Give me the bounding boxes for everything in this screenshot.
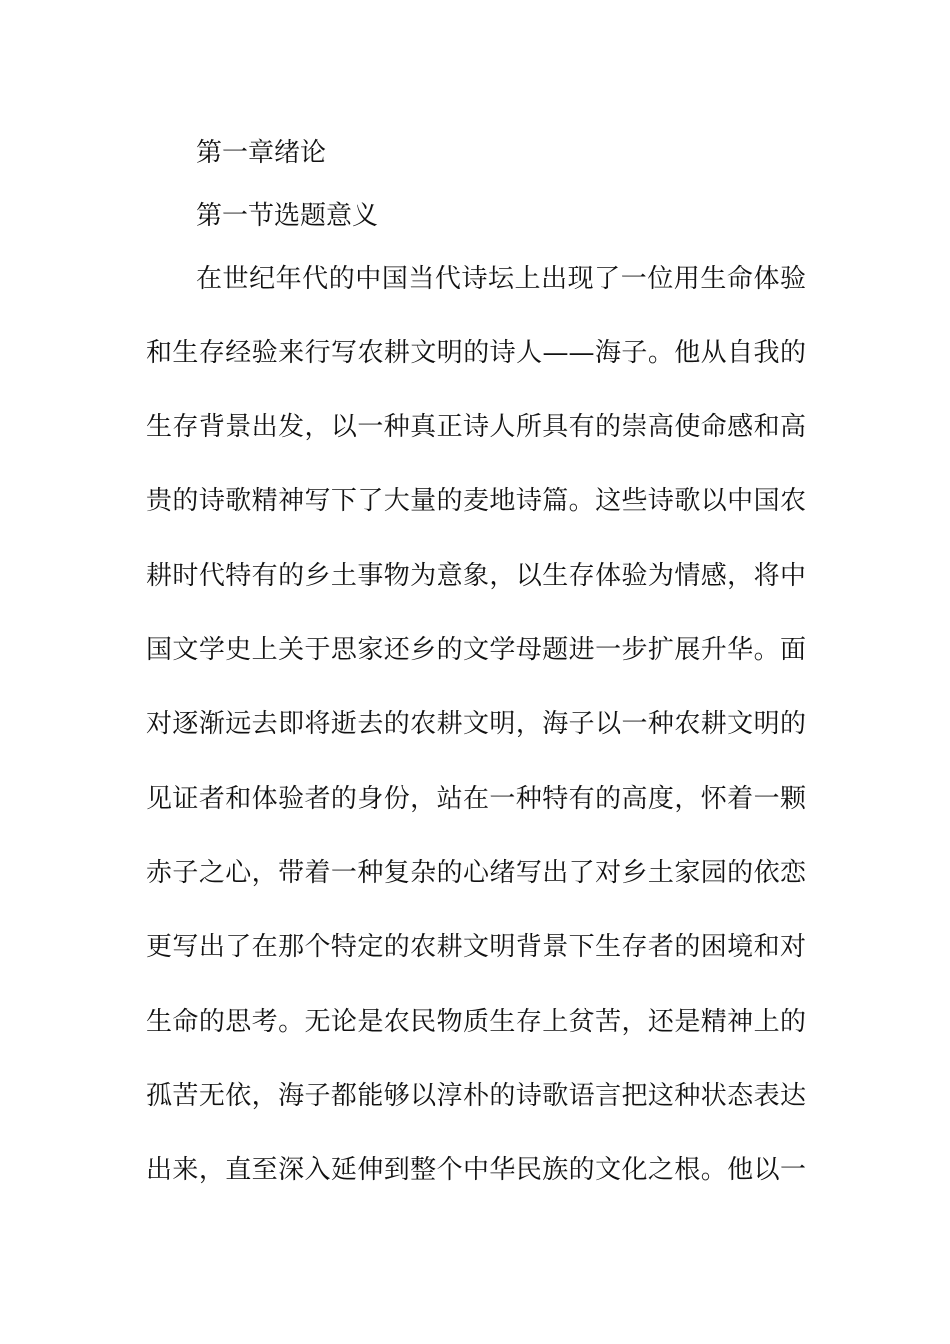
body-line: 孤苦无依，海子都能够以淳朴的诗歌语言把这种状态表达	[146, 1081, 806, 1111]
body-line: 赤子之心，带着一种复杂的心绪写出了对乡土家园的依恋	[146, 858, 806, 888]
body-line: 国文学史上关于思家还乡的文学母题进一步扩展升华。面	[146, 635, 806, 665]
body-line: 更写出了在那个特定的农耕文明背景下生存者的困境和对	[146, 932, 806, 962]
body-line: 生命的思考。无论是农民物质生存上贫苦，还是精神上的	[146, 1007, 806, 1037]
body-line: 出来，直至深入延伸到整个中华民族的文化之根。他以一	[146, 1155, 806, 1185]
chapter-heading: 第一章绪论	[196, 138, 327, 168]
body-line: 见证者和体验者的身份，站在一种特有的高度，怀着一颗	[146, 784, 806, 814]
body-line: 在世纪年代的中国当代诗坛上出现了一位用生命体验	[196, 264, 806, 294]
body-line: 对逐渐远去即将逝去的农耕文明，海子以一种农耕文明的	[146, 709, 806, 739]
body-line: 贵的诗歌精神写下了大量的麦地诗篇。这些诗歌以中国农	[146, 486, 806, 516]
body-line: 生存背景出发，以一种真正诗人所具有的崇高使命感和高	[146, 412, 806, 442]
section-heading: 第一节选题意义	[196, 201, 379, 231]
body-line: 和生存经验来行写农耕文明的诗人——海子。他从自我的	[146, 338, 806, 368]
body-line: 耕时代特有的乡土事物为意象，以生存体验为情感，将中	[146, 561, 806, 591]
